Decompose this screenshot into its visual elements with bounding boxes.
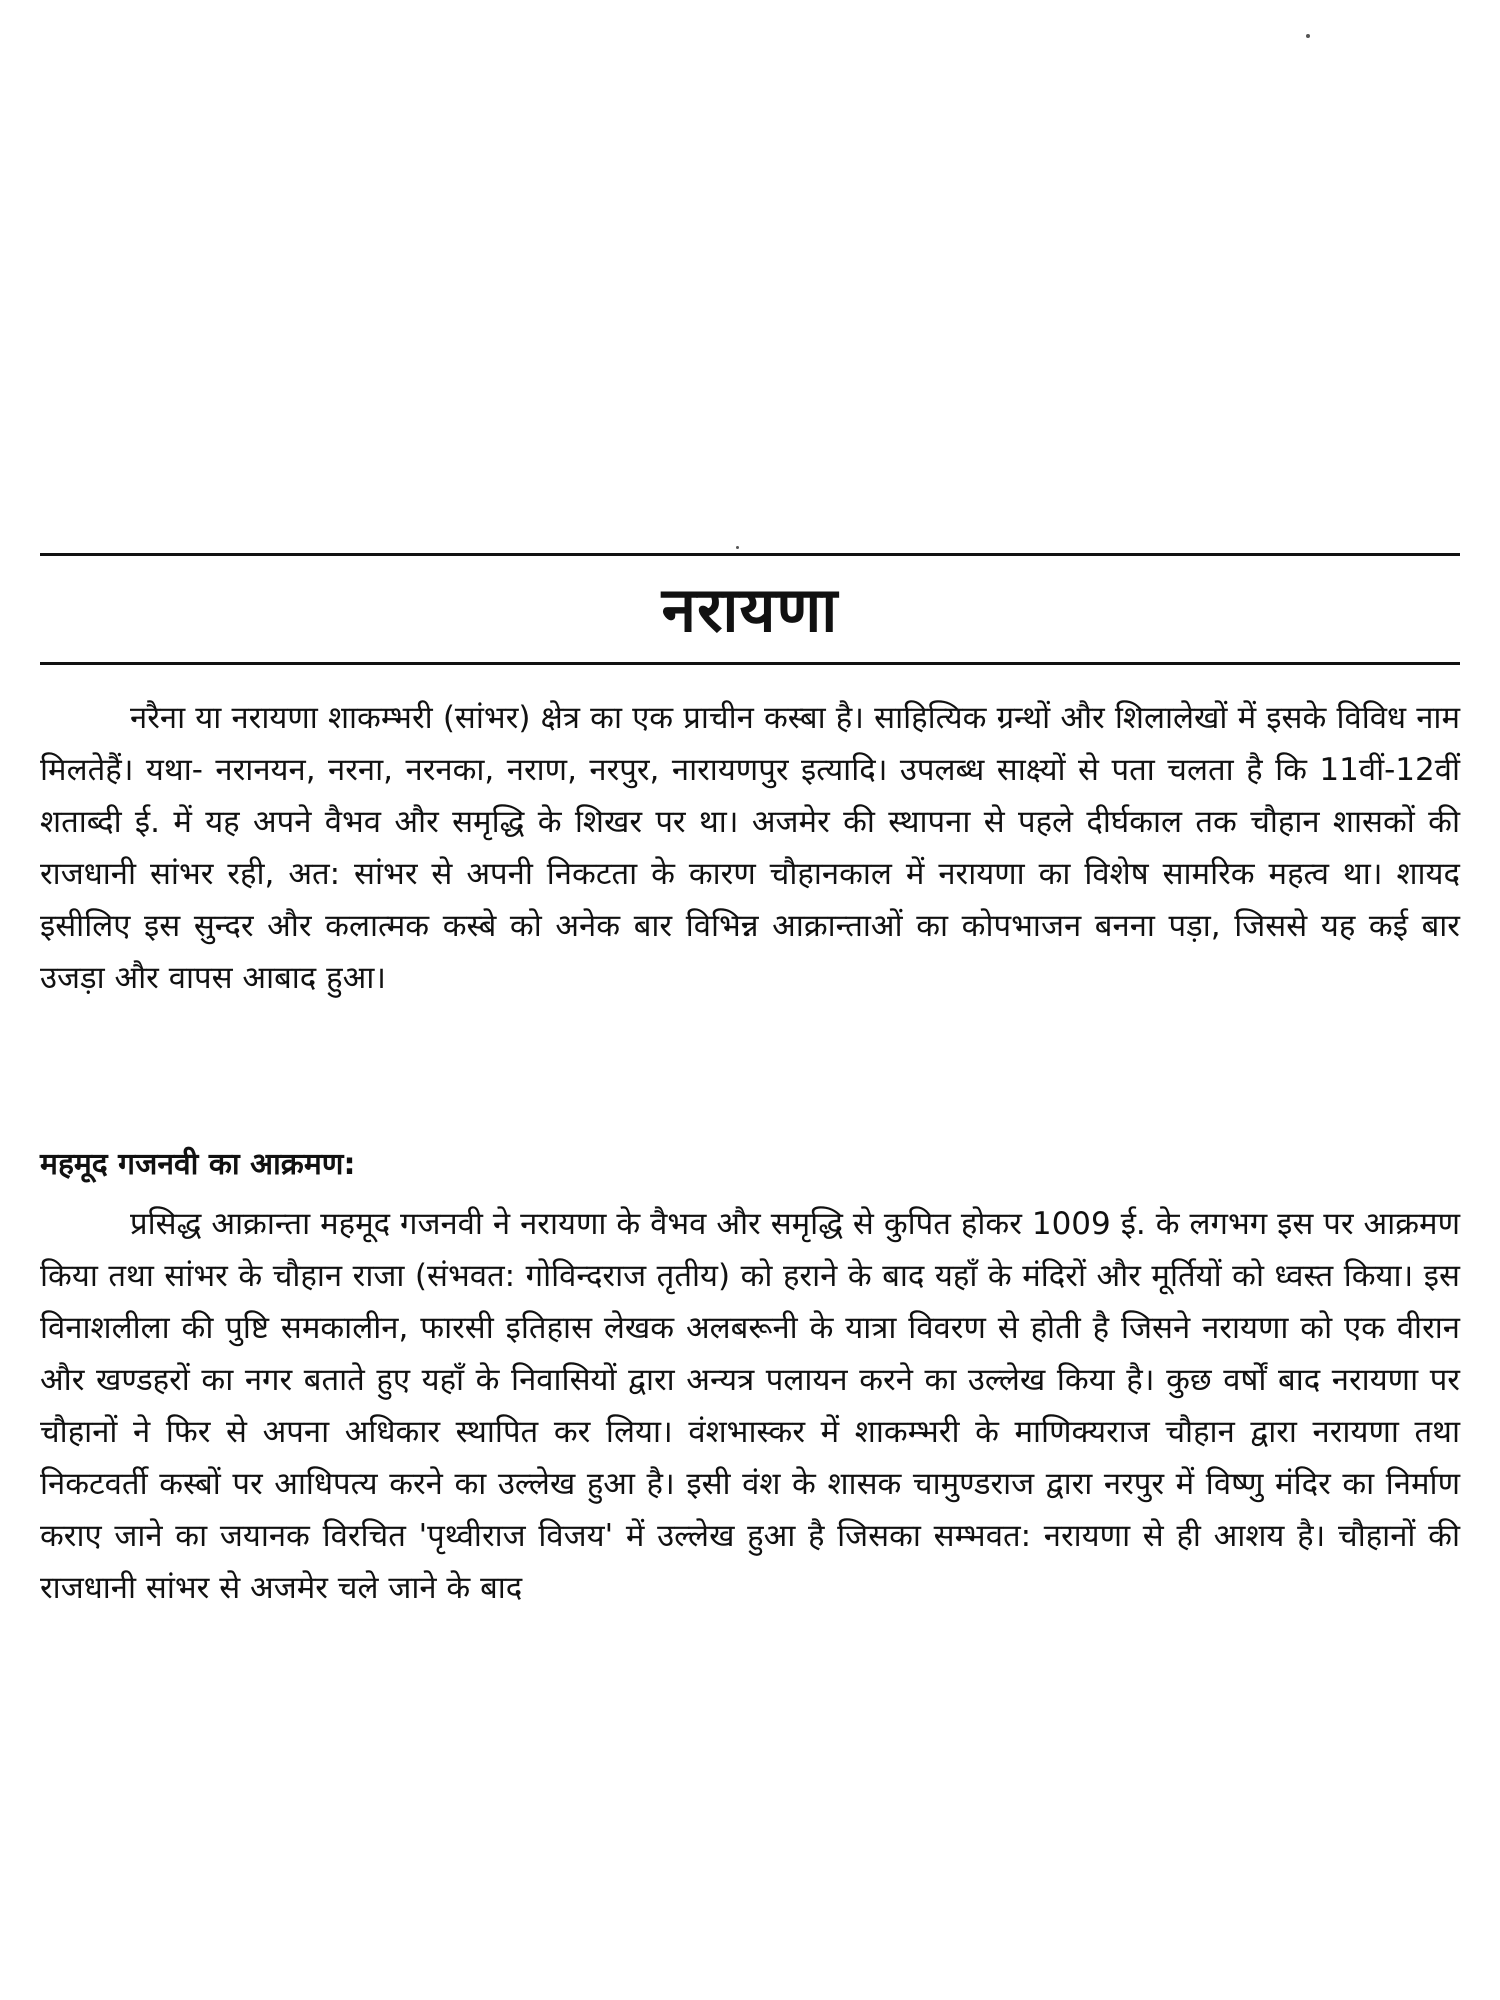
title-bottom-rule	[40, 662, 1460, 665]
paragraph-invasion: प्रसिद्ध आक्रान्ता महमूद गजनवी ने नरायणा के वैभव और समृद्धि से कुपित होकर 1009 ई. के लगभग इस पर आक्रमण किया तथा सांभर के चौहान राजा (संभवत: गोविन्दराज तृतीय) को हराने के बाद यहाँ के मंदिरों और मूर्तियों को ध्वस्त किया। इस विनाशलीला की पुष्टि समकालीन, फारसी इतिहास लेखक अलबरूनी के यात्रा विवरण से होती है जिसने नरायणा को एक वीरान और खण्डहरों का नगर बताते हुए यहाँ के निवासियों द्वारा अन्यत्र पलायन करने का उल्लेख किया है। कुछ वर्षों बाद नरायणा पर चौहानों ने फिर से अपना अधिकार स्थापित कर लिया। वंशभास्कर में शाकम्भरी के माणिक्यराज चौहान द्वारा नरायणा तथा निकटवर्ती कस्बों पर आधिपत्य करने का उल्लेख हुआ है। इसी वंश के शासक चामुण्डराज द्वारा नरपुर में विष्णु मंदिर का निर्माण कराए जाने का जयानक विरचित 'पृथ्वीराज विजय' में उल्लेख हुआ है जिसका सम्भवत: नरायणा से ही आशय है। चौहानों की राजधानी सांभर से अजमेर चले जाने के बाद	[40, 1206, 1460, 1606]
scan-speck	[1306, 34, 1310, 38]
document-page	[40, 0, 1460, 2000]
page-title: नरायणा	[661, 573, 839, 646]
section-heading: महमूद गजनवी का आक्रमण:	[40, 1147, 356, 1182]
paragraph-intro: नरैना या नरायणा शाकम्भरी (सांभर) क्षेत्र का एक प्राचीन कस्बा है। साहित्यिक ग्रन्थों और शिलालेखों में इसके विविध नाम मिलतेहैं। यथा- नरानयन, नरना, नरनका, नराण, नरपुर, नारायणपुर इत्यादि। उपलब्ध साक्ष्यों से पता चलता है कि 11वीं-12वीं शताब्दी ई. में यह अपने वैभव और समृद्धि के शिखर पर था। अजमेर की स्थापना से पहले दीर्घकाल तक चौहान शासकों की राजधानी सांभर रही, अत: सांभर से अपनी निकटता के कारण चौहानकाल में नरायणा का विशेष सामरिक महत्व था। शायद इसीलिए इस सुन्दर और कलात्मक कस्बे को अनेक बार विभिन्न आक्रान्ताओं का कोपभाजन बनना पड़ा, जिससे यह कई बार उजड़ा और वापस आबाद हुआ।	[40, 700, 1460, 996]
title-top-rule	[40, 553, 1460, 556]
scan-speck	[736, 546, 739, 549]
